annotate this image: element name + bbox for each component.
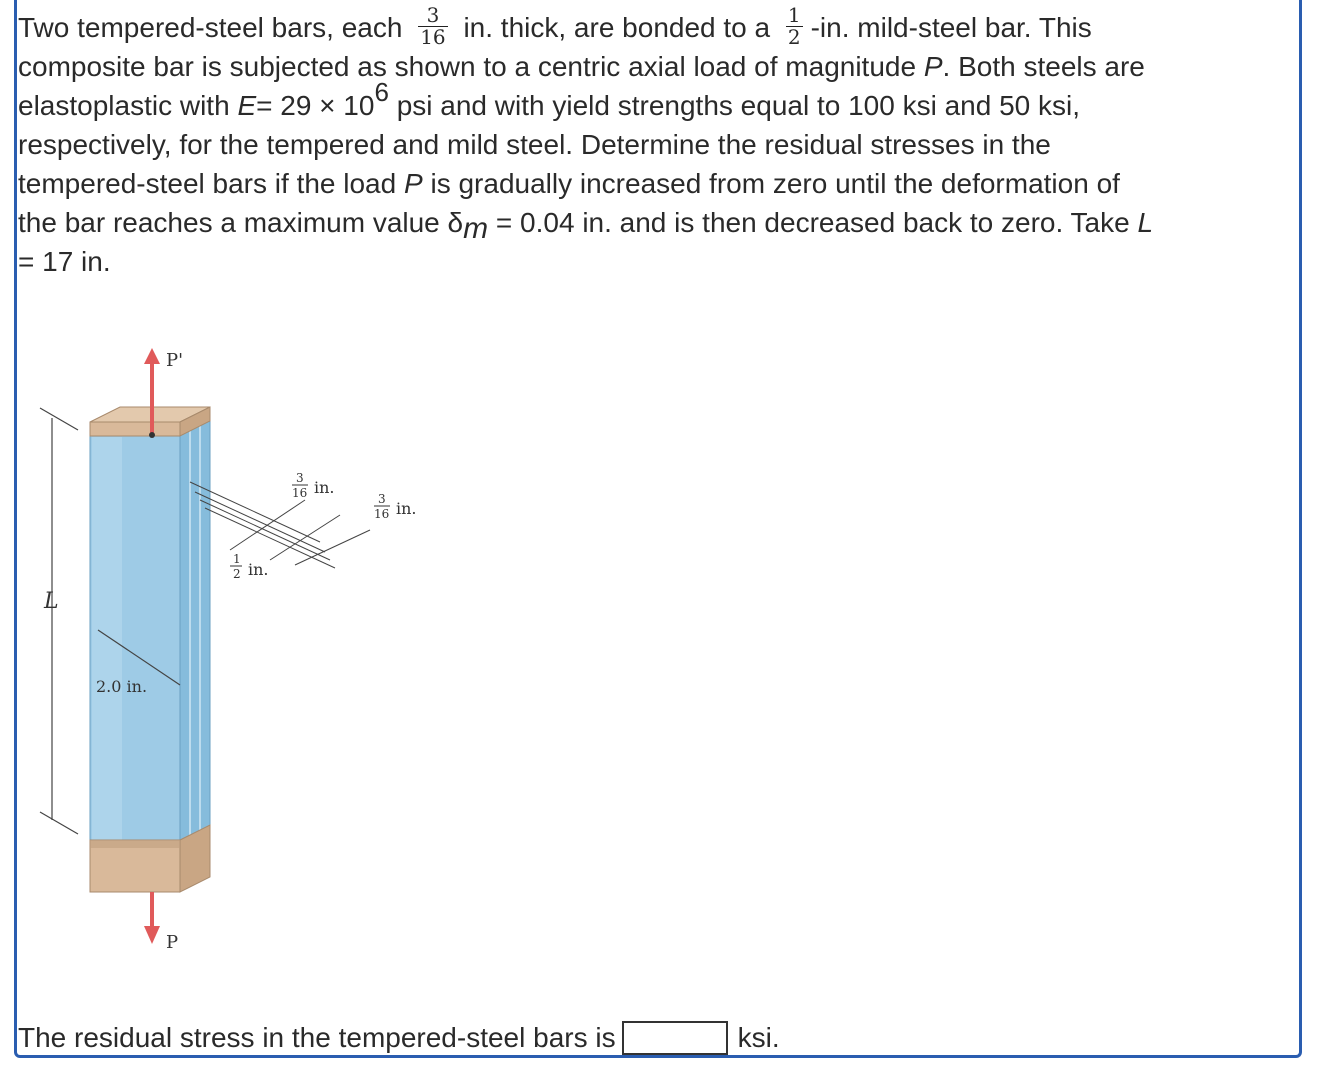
exponent: 6 <box>374 77 389 107</box>
bar-highlight <box>92 437 122 888</box>
load-point <box>149 432 155 438</box>
problem-line-1 <box>18 3 1298 50</box>
fraction-denominator: 16 <box>420 25 446 50</box>
dim3-denominator: 2 <box>233 567 241 581</box>
variable-p: P <box>923 51 943 82</box>
residual-stress-input[interactable] <box>622 1021 728 1055</box>
text-span: respectively, for the tempered and mild steel. Determine the residual stresses in the <box>18 129 1051 160</box>
label-p-prime: P' <box>166 350 184 371</box>
dim2-unit: in. <box>396 499 417 518</box>
text-span: = 0.04 in. and is then decreased back to zero. Take <box>495 207 1130 238</box>
text-span: composite bar is subjected as shown to a centric axial load of magnitude <box>18 51 917 82</box>
dim3-numerator: 1 <box>233 552 241 566</box>
text-span: psi and with yield strengths equal to 100 ksi and 50 ksi, <box>396 90 1081 121</box>
text-span: = 17 in. <box>18 246 111 277</box>
problem-statement <box>18 3 1298 281</box>
fraction-3-16 <box>418 5 447 48</box>
text-span: -in. mild-steel bar. This <box>810 12 1092 43</box>
text-span: is gradually increased from zero until the deformation of <box>430 168 1120 199</box>
fraction-numerator: 3 <box>418 5 447 27</box>
problem-line-6 <box>18 203 1298 245</box>
answer-unit: ksi. <box>737 1022 780 1053</box>
variable-p: P <box>404 168 423 199</box>
bar-side-face <box>180 420 210 890</box>
arrow-head-down-icon <box>144 926 160 944</box>
dim3-unit: in. <box>248 560 269 579</box>
length-dim-tick <box>40 812 78 834</box>
text-span: . Both steels are <box>942 51 1145 82</box>
problem-line-4 <box>18 125 1298 164</box>
answer-row <box>18 1018 780 1058</box>
dim2-denominator: 16 <box>374 507 390 521</box>
text-span: Two tempered-steel bars, each <box>18 12 403 43</box>
text-span: = 29 × 10 <box>256 90 375 121</box>
arrow-head-up-icon <box>144 348 160 364</box>
problem-line-3 <box>18 77 1298 125</box>
text-span: in. thick, are bonded to a <box>463 12 771 43</box>
text-span: tempered-steel bars if the load <box>18 168 397 199</box>
problem-line-5 <box>18 164 1298 203</box>
fraction-numerator: 1 <box>787 3 801 28</box>
label-p: P <box>166 932 179 953</box>
label-width: 2.0 in. <box>96 677 148 696</box>
bottom-cap-shade <box>90 840 180 848</box>
problem-line-7 <box>18 242 1298 281</box>
dim1-unit: in. <box>314 478 335 497</box>
fraction-denominator: 2 <box>787 25 801 50</box>
top-cap-front <box>90 422 180 436</box>
text-span: elastoplastic with <box>18 90 230 121</box>
dim1-numerator: 3 <box>296 471 304 485</box>
fraction-1-2 <box>786 5 803 48</box>
label-length: L <box>44 589 59 614</box>
subscript-m: m <box>463 212 489 245</box>
dim2-numerator: 3 <box>378 492 386 506</box>
answer-prompt: The residual stress in the tempered-steel bars is <box>18 1022 616 1053</box>
length-dim-tick <box>40 408 78 430</box>
thickness-ext-line <box>200 500 330 560</box>
text-span: the bar reaches a maximum value δ <box>18 207 464 238</box>
dim1-denominator: 16 <box>292 486 308 500</box>
variable-e: E <box>237 90 257 121</box>
variable-l: L <box>1137 207 1154 238</box>
problem-line-2 <box>18 47 1298 86</box>
thickness-ext-line <box>205 508 335 568</box>
thickness-ext-line <box>195 492 325 552</box>
composite-bar-figure <box>30 340 450 960</box>
